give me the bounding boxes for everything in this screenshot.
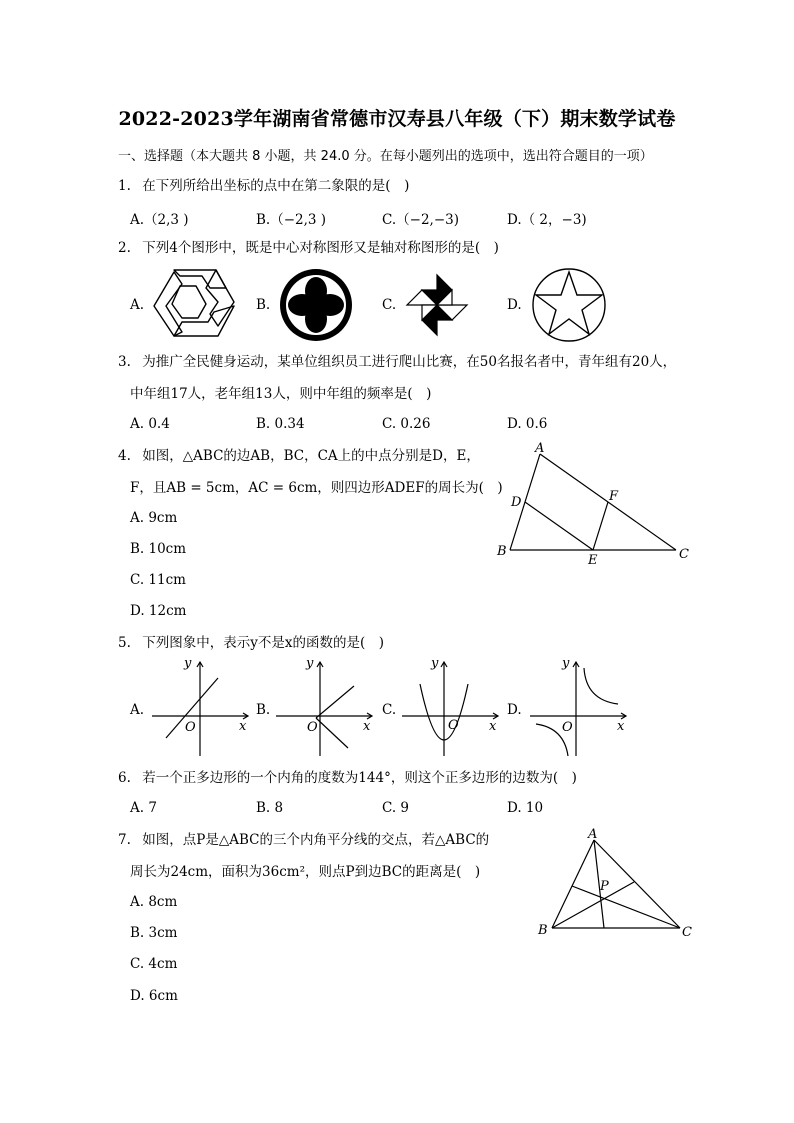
- question-2: [118, 238, 499, 258]
- question-6: [118, 768, 577, 788]
- label-a: A: [588, 827, 598, 842]
- question-4: [118, 446, 480, 466]
- svg-text:y: y: [306, 656, 314, 671]
- svg-text:O: O: [562, 720, 573, 735]
- label-d: D: [511, 495, 522, 510]
- svg-text:O: O: [448, 718, 459, 733]
- question-5: [118, 633, 384, 653]
- q1-option-a[interactable]: A.（2,3 ): [130, 212, 189, 228]
- q4-option-b[interactable]: B. 10cm: [130, 541, 187, 557]
- exam-title: 2022-2023学年湖南省常德市汉寿县八年级（下）期末数学试卷: [118, 108, 676, 130]
- q6-option-b[interactable]: B. 8: [256, 800, 284, 816]
- q2-figure-b-flower-circle: [278, 267, 354, 343]
- label-a: A: [535, 441, 545, 456]
- q1-option-c[interactable]: C.（−2,−3): [382, 212, 459, 228]
- label-p: P: [600, 879, 609, 894]
- q7-option-d[interactable]: D. 6cm: [130, 988, 178, 1004]
- question-text: 若一个正多边形的一个内角的度数为144°，则这个正多边形的边数为( ): [142, 770, 577, 786]
- q2-figure-a-recycle-shape: [150, 266, 240, 341]
- svg-text:y: y: [431, 656, 439, 671]
- bisector-c: [572, 886, 680, 928]
- label-f: F: [609, 489, 619, 504]
- q1-option-d[interactable]: D.（ 2，−3): [507, 212, 587, 228]
- svg-text:O: O: [185, 720, 196, 735]
- question-1: [118, 176, 409, 196]
- q2-option-a[interactable]: A.: [130, 297, 145, 313]
- question-text: 下列图象中，表示y不是x的函数的是( ): [142, 635, 385, 651]
- q4-option-c[interactable]: C. 11cm: [130, 572, 186, 588]
- question-3: [118, 352, 676, 372]
- label-b: B: [538, 923, 548, 938]
- q5-option-b[interactable]: B.: [256, 702, 271, 718]
- question-3-line-2: 中年组17人，老年组13人，则中年组的频率是( ): [130, 386, 432, 402]
- side-ab: [552, 840, 594, 928]
- q7-figure-triangle-bisectors: [532, 826, 700, 942]
- label-c: C: [682, 925, 692, 940]
- question-7-line-2: 周长为24cm，面积为36cm²，则点P到边BC的距离是( ): [130, 864, 481, 880]
- svg-text:O: O: [307, 720, 318, 735]
- segment-de: [525, 502, 593, 550]
- question-4-line-2: F，且AB = 5cm，AC = 6cm，则四边形ADEF的周长为( ): [130, 480, 503, 496]
- question-text: 下列4个图形中，既是中心对称图形又是轴对称图形的是( ): [142, 240, 499, 256]
- q3-option-b[interactable]: B. 0.34: [256, 416, 305, 432]
- question-number: 5.: [118, 635, 131, 651]
- q7-option-b[interactable]: B. 3cm: [130, 925, 178, 941]
- svg-text:x: x: [239, 719, 247, 734]
- question-number: 6.: [118, 770, 131, 786]
- q1-option-b[interactable]: B.（−2,3 ): [256, 212, 327, 228]
- q6-option-d[interactable]: D. 10: [507, 800, 544, 816]
- q2-figure-d-star-circle: [530, 266, 608, 344]
- q4-option-d[interactable]: D. 12cm: [130, 603, 187, 619]
- svg-text:y: y: [562, 656, 570, 671]
- question-text: 在下列所给出坐标的点中在第二象限的是( ): [142, 178, 410, 194]
- q3-option-d[interactable]: D. 0.6: [507, 416, 548, 432]
- question-text-line-1: 为推广全民健身运动，某单位组织员工进行爬山比赛，在50名报名者中，青年组有20人，: [142, 354, 677, 370]
- q5-option-a[interactable]: A.: [130, 702, 145, 718]
- label-b: B: [497, 544, 507, 559]
- question-text-line-1: 如图，点P是△ABC的三个内角平分线的交点，若△ABC的: [142, 832, 490, 848]
- q5-graph-b: [272, 656, 378, 760]
- q7-option-c[interactable]: C. 4cm: [130, 956, 178, 972]
- q4-option-a[interactable]: A. 9cm: [130, 510, 178, 526]
- q6-option-c[interactable]: C. 9: [382, 800, 410, 816]
- label-c: C: [679, 547, 689, 562]
- section-heading: 一、选择题（本大题共 8 小题，共 24.0 分。在每小题列出的选项中，选出符合题目的一项）: [118, 149, 653, 164]
- q2-option-b[interactable]: B.: [256, 297, 271, 313]
- question-number: 3.: [118, 354, 131, 370]
- q3-option-c[interactable]: C. 0.26: [382, 416, 431, 432]
- svg-text:x: x: [617, 719, 625, 734]
- q7-option-a[interactable]: A. 8cm: [130, 894, 178, 910]
- question-number: 7.: [118, 832, 131, 848]
- question-number: 2.: [118, 240, 131, 256]
- q2-option-c[interactable]: C.: [382, 297, 397, 313]
- svg-text:x: x: [363, 719, 371, 734]
- question-number: 1.: [118, 178, 131, 194]
- q5-option-c[interactable]: C.: [382, 702, 397, 718]
- q4-figure-triangle: [492, 440, 700, 572]
- question-7: [118, 830, 489, 850]
- q5-graph-d: [526, 656, 632, 760]
- svg-text:y: y: [184, 656, 192, 671]
- q5-graph-c: [398, 656, 504, 760]
- q2-figure-c-pinwheel: [404, 272, 470, 338]
- svg-text:x: x: [489, 719, 497, 734]
- label-e: E: [588, 553, 598, 568]
- q5-graph-a: [148, 656, 254, 760]
- q3-option-a[interactable]: A. 0.4: [130, 416, 170, 432]
- segment-ef: [593, 502, 608, 550]
- q5-option-d[interactable]: D.: [507, 702, 522, 718]
- q6-option-a[interactable]: A. 7: [130, 800, 157, 816]
- q2-option-d[interactable]: D.: [507, 297, 522, 313]
- question-text-line-1: 如图，△ABC的边AB，BC，CA上的中点分别是D，E，: [142, 448, 480, 464]
- question-number: 4.: [118, 448, 131, 464]
